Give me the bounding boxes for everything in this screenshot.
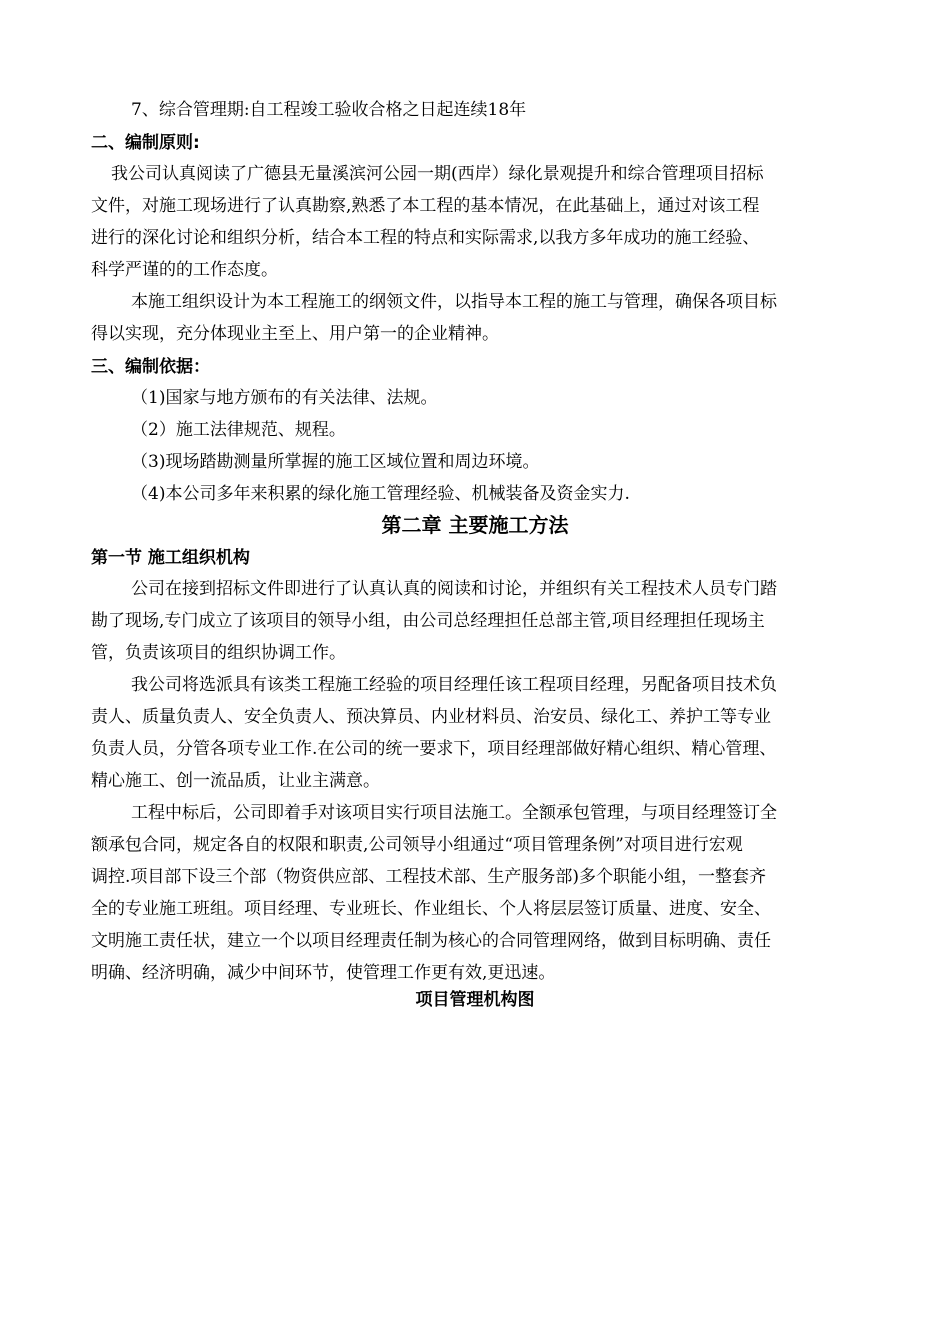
section-3-item-1: （1)国家与地方颁布的有关法律、法规。 [131,388,438,408]
section-2-p1-line-1: 我公司认真阅读了广德县无量溪滨河公园一期(西岸）绿化景观提升和综合管理项目招标 [111,164,764,184]
section-2-heading: 二、编制原则: [91,133,200,153]
chapter-p3-line-4: 全的专业施工班组。项目经理、专业班长、作业组长、个人将层层签订质量、进度、安全、 [91,899,771,919]
chapter-p2-line-1: 我公司将选派具有该类工程施工经验的项目经理任该工程项目经理，另配备项目技术负 [131,675,777,695]
section-1-title: 第一节 施工组织机构 [91,548,250,568]
chapter-p2-line-4: 精心施工、创一流品质，让业主满意。 [91,771,380,791]
chapter-p3-line-2: 额承包合同，规定各自的权限和职责,公司领导小组通过“项目管理条例”对项目进行宏观 [91,835,743,855]
figure-caption: 项目管理机构图 [415,990,535,1010]
section-2-p2-line-2: 得以实现，充分体现业主至上、用户第一的企业精神。 [91,324,499,344]
section-2-p2-line-1: 本施工组织设计为本工程施工的纲领文件，以指导本工程的施工与管理，确保各项目标 [131,292,777,312]
section-2-p1-line-3: 进行的深化讨论和组织分析，结合本工程的特点和实际需求,以我方多年成功的施工经验、 [91,228,760,248]
section-3-item-3: （3)现场踏勘测量所掌握的施工区域位置和周边环境。 [131,452,540,472]
section-3-item-4: （4)本公司多年来积累的绿化施工管理经验、机械装备及资金实力. [131,484,630,504]
chapter-p3-line-5: 文明施工责任状，建立一个以项目经理责任制为核心的合同管理网络，做到目标明确、责任 [91,931,771,951]
chapter-p3-line-6: 明确、经济明确，减少中间环节，使管理工作更有效,更迅速。 [91,963,556,983]
item-7: 7、综合管理期:自工程竣工验收合格之日起连续18年 [131,100,527,120]
chapter-title: 第二章 主要施工方法 [381,513,569,537]
chapter-p2-line-3: 负责人员，分管各项专业工作.在公司的统一要求下，项目经理部做好精心组织、精心管理、 [91,739,777,759]
chapter-p1-line-2: 勘了现场,专门成立了该项目的领导小组，由公司总经理担任总部主管,项目经理担任现场主 [91,611,765,631]
chapter-p2-line-2: 责人、质量负责人、安全负责人、预决算员、内业材料员、治安员、绿化工、养护工等专业 [91,707,771,727]
section-2-p1-line-4: 科学严谨的的工作态度。 [91,260,278,280]
chapter-p1-line-1: 公司在接到招标文件即进行了认真认真的阅读和讨论，并组织有关工程技术人员专门踏 [131,579,777,599]
section-2-p1-line-2: 文件，对施工现场进行了认真勘察,熟悉了本工程的基本情况，在此基础上，通过对该工程 [91,196,760,216]
section-3-item-2: （2）施工法律规范、规程。 [131,420,346,440]
chapter-p3-line-1: 工程中标后，公司即着手对该项目实行项目法施工。全额承包管理，与项目经理签订全 [131,803,777,823]
chapter-p3-line-3: 调控.项目部下设三个部（物资供应部、工程技术部、生产服务部)多个职能小组，一整套齐 [91,867,767,887]
chapter-p1-line-3: 管，负责该项目的组织协调工作。 [91,643,346,663]
section-3-heading: 三、编制依据： [91,357,210,377]
